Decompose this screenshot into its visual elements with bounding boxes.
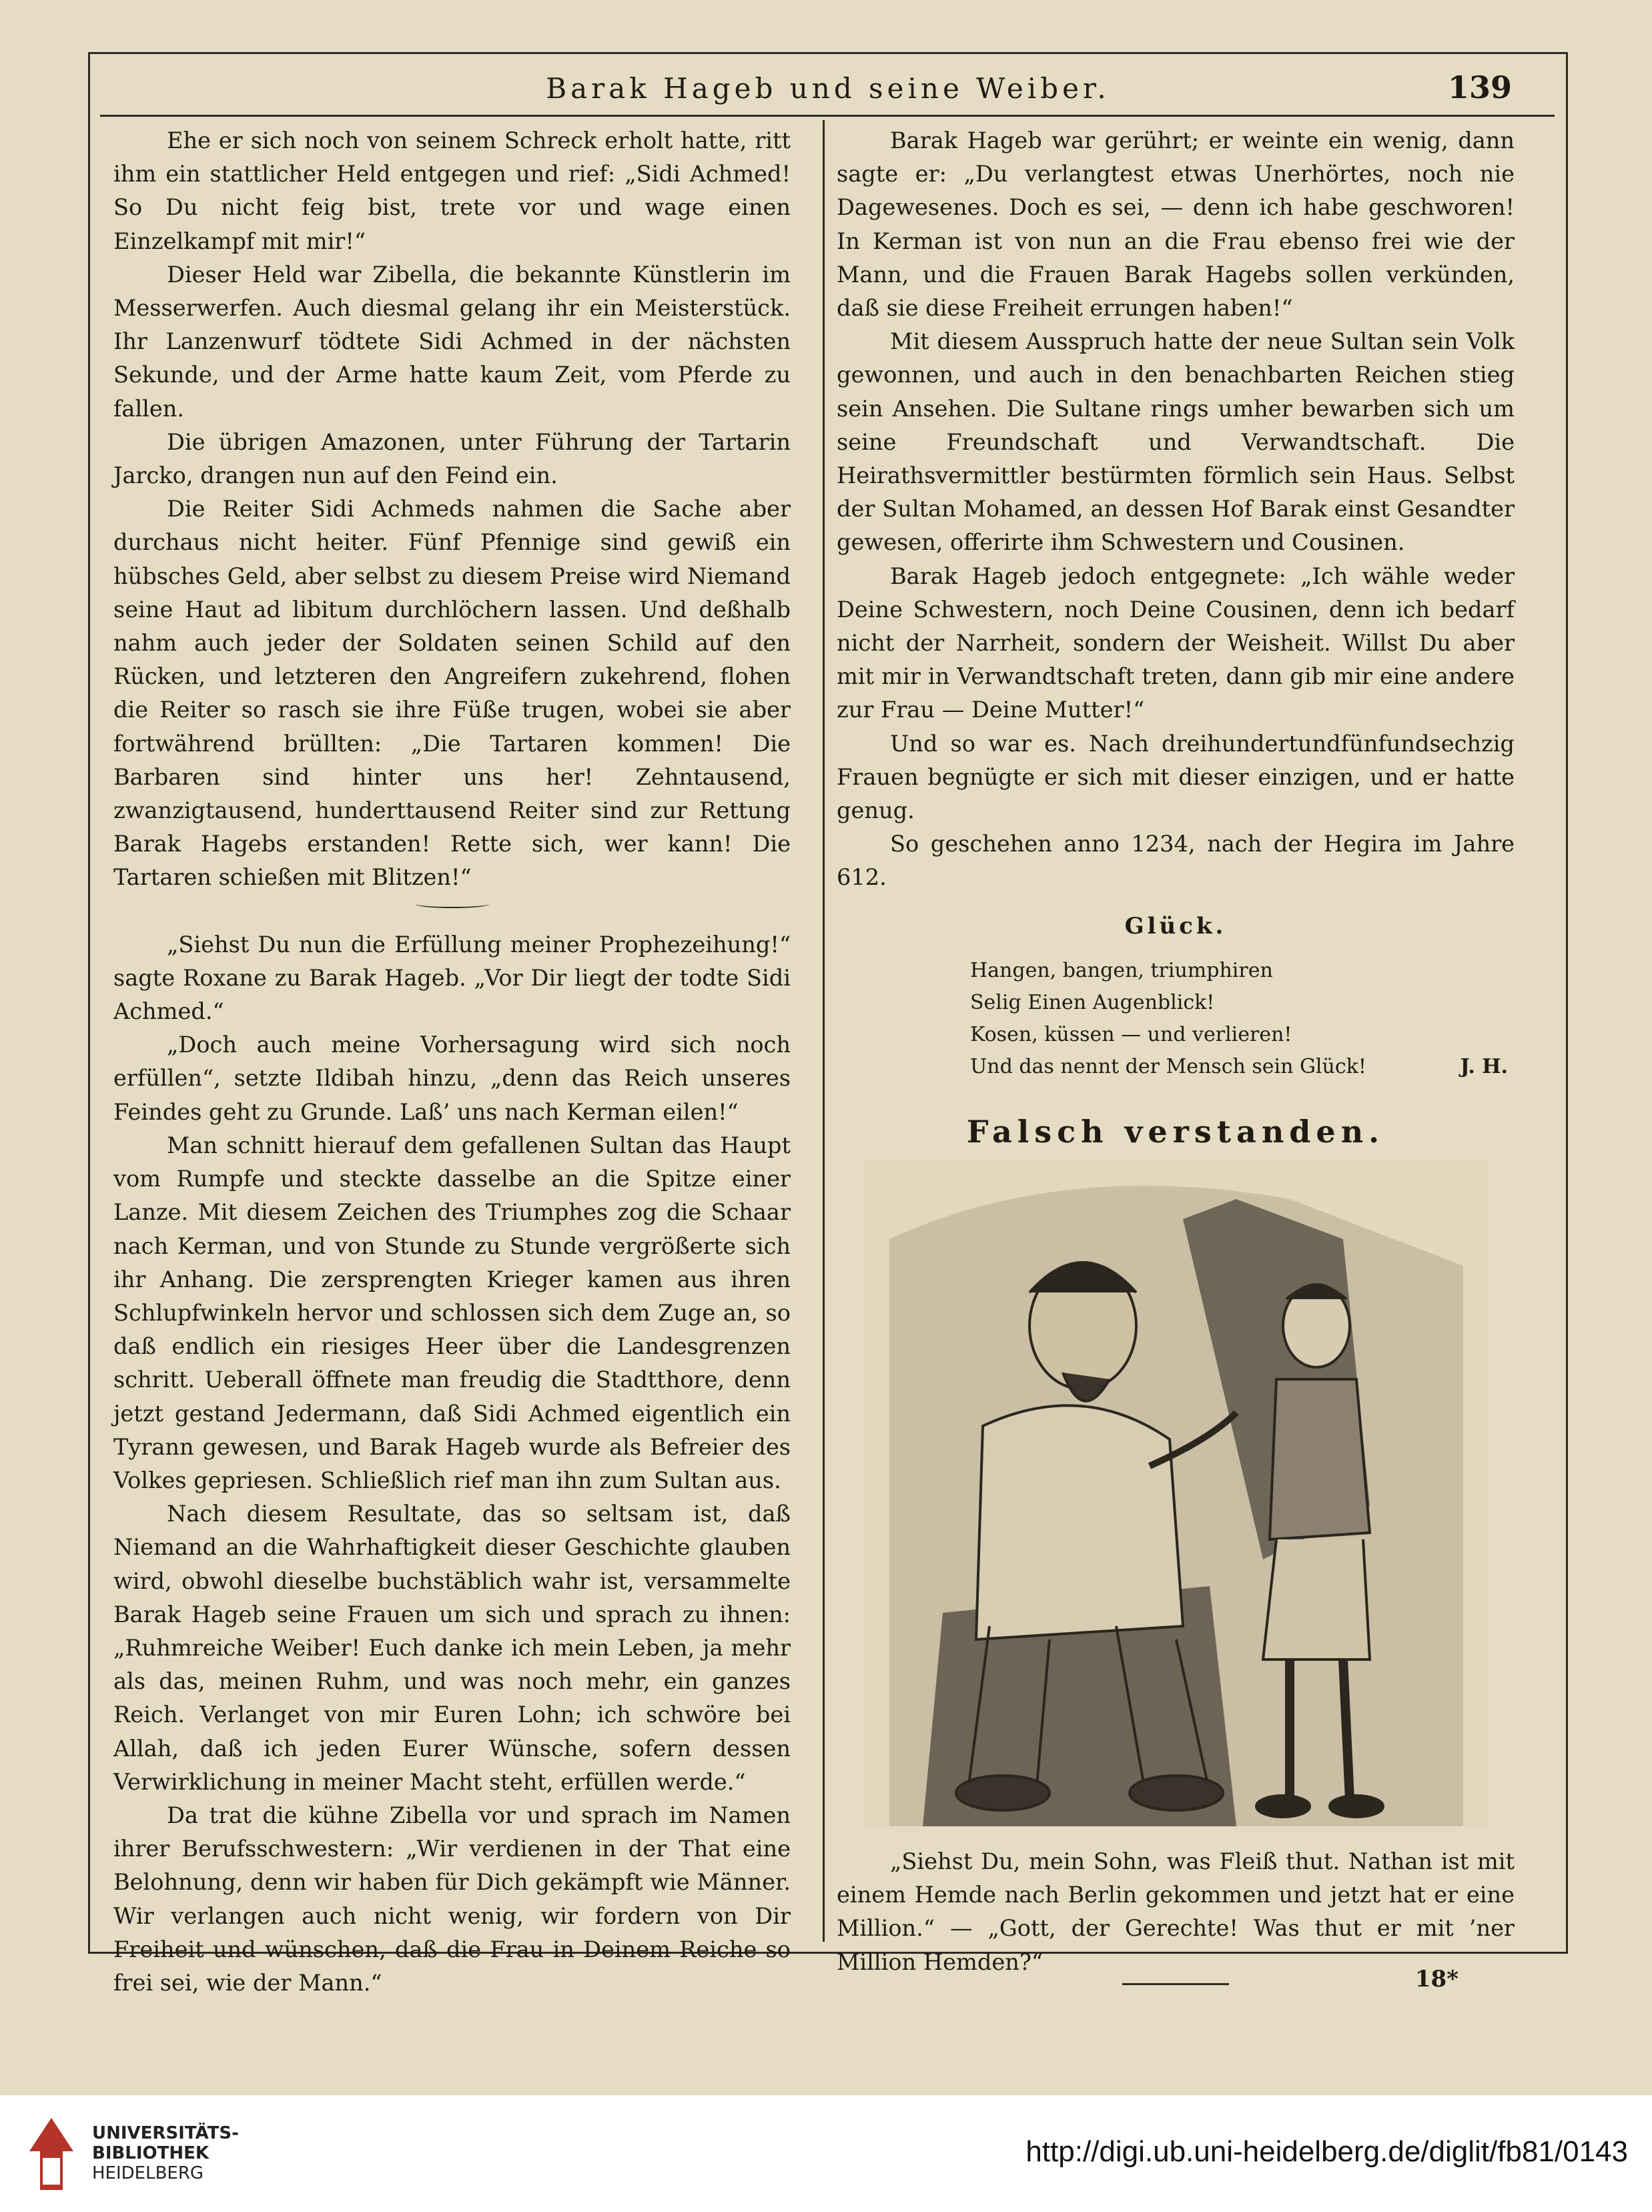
right-paragraphs: [837, 124, 1515, 895]
poem-lines: [970, 955, 1515, 1083]
sheet-signature-mark: 18*: [1414, 1966, 1459, 1992]
right-column: [837, 124, 1515, 1985]
paragraph: Barak Hageb jedoch entgegnete: „Ich wähle weder Deine Schwestern, noch Deine Cousinen, denn ich bedarf nicht der Narrheit, sondern der Weisheit. Willst Du aber mit mir in Verwandtschaft treten, dann gib mir eine andere zur Frau — Deine Mutter!“: [837, 563, 1515, 723]
cartoon-caption: [837, 1845, 1515, 1979]
library-line-2: BIBLIOTHEK: [92, 2143, 210, 2163]
poem-line: Und das nennt der Mensch sein Glück!: [970, 1054, 1366, 1078]
cartoon-illustration: [863, 1159, 1489, 1826]
paragraph: Die Reiter Sidi Achmeds nahmen die Sache aber durchaus nicht heiter. Fünf Pfennige sind gewiß ein hübsches Geld, aber selbst zu diesem Preise wird Niemand seine Haut ad libitum durchlöchern lassen. Und deßhalb nahm auch jeder der Soldaten seinen Schild auf den Rücken, und letzteren den Angreifern zukehrend, flohen die Reiter so rasch sie ihre Füße trugen, wobei sie aber fortwährend brüllten: „Die Tartaren kommen! Die Barbaren sind hinter uns her! Zehntausend, zwanzigtausend, hunderttausend Reiter sind zur Rettung Barak Hagebs erstanden! Rette sich, wer kann! Die Tartaren schießen mit Blitzen!“: [113, 496, 791, 891]
poem-line: Kosen, küssen — und verlieren!: [970, 1022, 1292, 1046]
left-paragraphs-top: [113, 124, 791, 895]
library-footer: [0, 2095, 1652, 2212]
caption-text: „Siehst Du, mein Sohn, was Fleiß thut. Nathan ist mit einem Hemde nach Berlin gekommen und jetzt hat er eine Million.“ — „Gott, der Gerechte! Was thut er mit ’ner Million Hemden?“: [837, 1848, 1515, 1975]
left-column: [113, 124, 791, 2000]
paragraph: So geschehen anno 1234, nach der Hegira im Jahre 612.: [837, 831, 1515, 891]
header-rule: [100, 115, 1555, 117]
paragraph: Man schnitt hierauf dem gefallenen Sultan das Haupt vom Rumpfe und steckte dasselbe an die Spitze einer Lanze. Mit diesem Zeichen des Triumphes zog die Schaar nach Kerman, und von Stunde zu Stunde vergrößerte sich ihr Anhang. Die zersprengten Krieger kamen aus ihren Schlupfwinkeln hervor und schlossen sich dem Zuge an, so daß endlich ein riesiges Heer über die Landesgrenzen schritt. Ueberall öffnete man freudig die Stadtthore, denn jetzt gestand Jedermann, daß Sidi Achmed eigentlich ein Tyrann gewesen, und Barak Hageb wurde als Befreier des Volkes gepriesen. Schließlich rief man ihn zum Sultan aus.: [113, 1132, 791, 1493]
library-line-3: HEIDELBERG: [92, 2163, 204, 2183]
paragraph: Barak Hageb war gerührt; er weinte ein wenig, dann sagte er: „Du verlangtest etwas Unerhörtes, noch nie Dagewesenes. Doch es sei, — denn ich habe geschworen! In Kerman ist von nun an die Frau ebenso frei wie der Mann, und die Frauen Barak Hagebs sollen verkünden, daß sie diese Freiheit errungen haben!“: [837, 127, 1515, 322]
running-header: Barak Hageb und seine Weiber.: [546, 72, 1110, 105]
paragraph: Und so war es. Nach dreihundertundfünfundsechzig Frauen begnügte er sich mit dieser einzigen, und er hatte genug.: [837, 730, 1515, 824]
paragraph: Dieser Held war Zibella, die bekannte Künstlerin im Messerwerfen. Auch diesmal gelang ihr ein Meisterstück. Ihr Lanzenwurf tödtete Sidi Achmed in der nächsten Sekunde, und der Arme hatte kaum Zeit, vom Pferde zu fallen.: [113, 261, 791, 422]
paragraph: „Siehst Du nun die Erfüllung meiner Prophezeihung!“ sagte Roxane zu Barak Hageb. „Vor Dir liegt der todte Sidi Achmed.“: [113, 931, 791, 1025]
poem-line: Selig Einen Augenblick!: [970, 990, 1215, 1014]
library-name: [92, 2123, 239, 2183]
paragraph: „Doch auch meine Vorhersagung wird sich noch erfüllen“, setzte Ildibah hinzu, „denn das Reich unseres Feindes geht zu Grunde. Laß’ uns nach Kerman eilen!“: [113, 1032, 791, 1125]
poem-line: Hangen, bangen, triumphiren: [970, 958, 1273, 982]
page-number: 139: [1447, 69, 1512, 105]
poem: [970, 955, 1515, 1083]
section-separator: [416, 900, 489, 908]
library-line-1: UNIVERSITÄTS-: [92, 2123, 239, 2143]
university-library-logo-icon: [23, 2111, 80, 2197]
column-divider: [823, 120, 825, 1942]
paragraph: Mit diesem Ausspruch hatte der neue Sultan sein Volk gewonnen, und auch in den benachbarten Reichen stieg sein Ansehen. Die Sultane rings umher bewarben sich um seine Freundschaft und Verwandtschaft. Die Heirathsvermittler bestürmten förmlich sein Haus. Selbst der Sultan Mohamed, an dessen Hof Barak einst Gesandter gewesen, offerirte ihm Schwestern und Cousinen.: [837, 328, 1515, 556]
left-paragraphs-bottom: [113, 928, 791, 2000]
poem-signature: J. H.: [1460, 1054, 1508, 1078]
source-url-link[interactable]: http://digi.ub.uni-heidelberg.de/diglit/fb81/0143: [1025, 2135, 1628, 2168]
cartoon-title: Falsch verstanden.: [966, 1113, 1385, 1150]
paragraph: Ehe er sich noch von seinem Schreck erholt hatte, ritt ihm ein stattlicher Held entgegen und rief: „Sidi Achmed! So Du nicht feig bist, trete vor und wage einen Einzelkampf mit mir!“: [113, 127, 791, 254]
paragraph: Nach diesem Resultate, das so seltsam ist, daß Niemand an die Wahrhaftigkeit dieser Geschichte glauben wird, obwohl dieselbe buchstäblich wahr ist, versammelte Barak Hageb seine Frauen um sich und sprach zu ihnen: „Ruhmreiche Weiber! Euch danke ich mein Leben, ja mehr als das, meinen Ruhm, und was noch mehr, ein ganzes Reich. Verlanget von mir Euren Lohn; ich schwöre bei Allah, daß ich jeden Eurer Wünsche, sofern dessen Verwirklichung in meiner Macht steht, erfüllen werde.“: [113, 1501, 791, 1795]
paragraph: Die übrigen Amazonen, unter Führung der Tartarin Jarcko, drangen nun auf den Feind ein.: [113, 428, 791, 489]
poem-title: Glück.: [1124, 912, 1227, 940]
paragraph: Da trat die kühne Zibella vor und sprach im Namen ihrer Berufsschwestern: „Wir verdienen in der That eine Belohnung, denn wir haben für Dich gekämpft wie Männer. Wir verlangen auch nicht wenig, wir fordern von Dir Freiheit und wünschen, daß die Frau in Deinem Reiche so frei sei, wie der Mann.“: [113, 1802, 791, 1996]
end-rule: [1122, 1983, 1229, 1985]
